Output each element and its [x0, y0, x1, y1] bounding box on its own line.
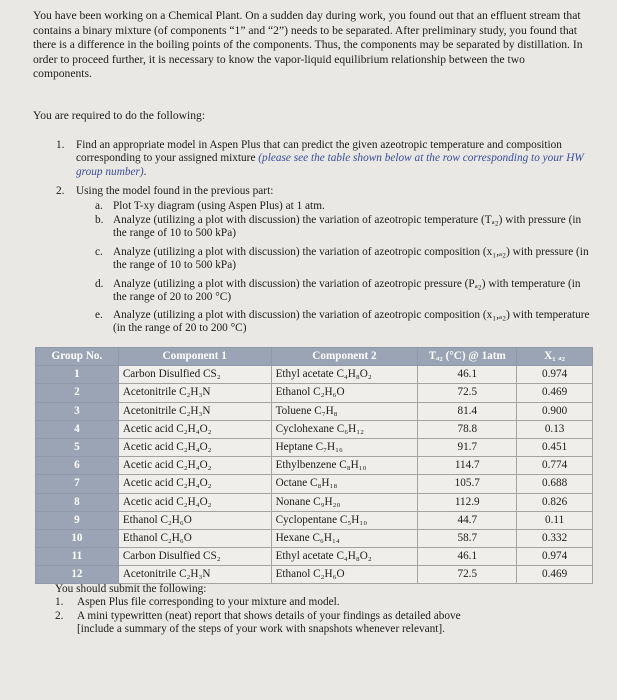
cell-component-1: Acetic acid C₂H₄O₂: [118, 438, 271, 456]
cell-component-1: Acetic acid C₂H₄O₂: [118, 475, 271, 493]
cell-group: 7: [36, 475, 119, 493]
cell-component-1: Acetonitrile C₂H₃N: [118, 402, 271, 420]
task-2e-label: e.: [95, 309, 103, 321]
cell-component-2: Ethylbenzene C₈H₁₀: [271, 457, 418, 475]
table-row: [36, 457, 593, 475]
submission-section: [55, 583, 461, 637]
cell-temp: 46.1: [418, 548, 517, 566]
cell-component-2: Octane C₈H₁₈: [271, 475, 418, 493]
cell-group: 3: [36, 402, 119, 420]
cell-component-2: Ethyl acetate C₄H₈O₂: [271, 366, 418, 384]
cell-component-1: Carbon Disulfied CS₂: [118, 548, 271, 566]
table-row: [36, 402, 593, 420]
task-2d-label: d.: [95, 278, 104, 290]
cell-group: 5: [36, 438, 119, 456]
task-2c-label: c.: [95, 246, 103, 258]
header-azeotrope-temp: Tₐ₂ (°C) @ 1atm: [418, 348, 517, 366]
table-row: [36, 420, 593, 438]
table-row: [36, 438, 593, 456]
cell-component-2: Ethanol C₂H₆O: [271, 566, 418, 584]
task-2c-text: Analyze (utilizing a plot with discussion) the variation of azeotropic composition (x₁,ₐ₂) with pressure (in the range of 10 to 500 kPa): [113, 246, 589, 272]
cell-group: 8: [36, 493, 119, 511]
task-1-note: (please see the table shown below at the row corresponding to your HW group number): [76, 152, 584, 178]
submit-item-1-number: 1.: [55, 596, 64, 609]
cell-x1: 0.469: [517, 384, 593, 402]
submit-item-2-continued: [55, 623, 461, 636]
task-2-number: 2.: [56, 185, 65, 197]
submit-item-1: [55, 596, 461, 609]
cell-group: 1: [36, 366, 119, 384]
cell-x1: 0.826: [517, 493, 593, 511]
task-2c: [95, 246, 590, 273]
cell-component-1: Acetonitrile C₂H₃N: [118, 566, 271, 584]
table-row: [36, 529, 593, 547]
cell-component-1: Acetic acid C₂H₄O₂: [118, 457, 271, 475]
task-2a-text: Plot T-xy diagram (using Aspen Plus) at 1 atm.: [113, 200, 325, 212]
cell-temp: 78.8: [418, 420, 517, 438]
task-1: [56, 139, 584, 179]
task-2e-text: Analyze (utilizing a plot with discussion) the variation of azeotropic composition (x₁,ₐ₂) with temperature (in the range of 20 to 200 °C): [113, 309, 590, 335]
submit-item-2: [55, 610, 461, 623]
task-2a: [95, 200, 590, 213]
cell-temp: 105.7: [418, 475, 517, 493]
task-2b-text: Analyze (utilizing a plot with discussion) the variation of azeotropic temperature (Tₐ₂) with pressure (in the range of 10 to 500 kPa): [113, 214, 582, 240]
task-1-text: Find an appropriate model in Aspen Plus that can predict the given azeotropic temperature and composition corresponding to your assigned mixture: [76, 139, 562, 165]
cell-component-2: Ethanol C₂H₆O: [271, 384, 418, 402]
cell-temp: 44.7: [418, 511, 517, 529]
required-heading: You are required to do the following:: [33, 109, 206, 122]
submit-item-2-continued-text: [include a summary of the steps of your work with snapshots whenever relevant].: [77, 623, 445, 636]
cell-temp: 112.9: [418, 493, 517, 511]
cell-group: 11: [36, 548, 119, 566]
cell-x1: 0.451: [517, 438, 593, 456]
cell-component-2: Heptane C₇H₁₆: [271, 438, 418, 456]
cell-component-2: Cyclohexane C₆H₁₂: [271, 420, 418, 438]
cell-component-1: Carbon Disulfied CS₂: [118, 366, 271, 384]
cell-component-2: Toluene C₇H₈: [271, 402, 418, 420]
task-2d-text: Analyze (utilizing a plot with discussion) the variation of azeotropic pressure (Pₐ₂) with temperature (in the range of 20 to 200 °C): [113, 278, 581, 304]
cell-component-2: Ethyl acetate C₄H₈O₂: [271, 548, 418, 566]
cell-group: 10: [36, 529, 119, 547]
task-1-end: .: [143, 165, 147, 178]
task-2a-label: a.: [95, 200, 103, 212]
cell-temp: 81.4: [418, 402, 517, 420]
table-header-row: [36, 348, 593, 366]
cell-x1: 0.974: [517, 366, 593, 384]
cell-x1: 0.13: [517, 420, 593, 438]
task-2e: [95, 309, 590, 336]
cell-x1: 0.469: [517, 566, 593, 584]
cell-temp: 72.5: [418, 566, 517, 584]
cell-temp: 72.5: [418, 384, 517, 402]
table-row: [36, 366, 593, 384]
cell-x1: 0.688: [517, 475, 593, 493]
table-row: [36, 511, 593, 529]
cell-group: 2: [36, 384, 119, 402]
cell-component-1: Acetonitrile C₂H₃N: [118, 384, 271, 402]
cell-temp: 58.7: [418, 529, 517, 547]
submit-item-1-text: Aspen Plus file corresponding to your mixture and model.: [77, 596, 340, 609]
table-row: [36, 566, 593, 584]
cell-group: 9: [36, 511, 119, 529]
task-1-number: 1.: [56, 139, 65, 151]
task-2b-label: b.: [95, 214, 104, 226]
task-2d: [95, 278, 590, 305]
header-azeotrope-x1: X₁ ₐ₂: [517, 348, 593, 366]
intro-paragraph: You have been working on a Chemical Plant. On a sudden day during work, you found out that an effluent stream that contains a binary mixture (of components “1” and “2”) needs to be separated. After preliminary study, you found that there is a difference in the boiling points of the components. Thus, the components may be separated by distillation. In order to proceed further, it is necessary to know the vapor-liquid equilibrium relationship between the two components.: [33, 9, 583, 81]
submit-heading: You should submit the following:: [55, 583, 207, 595]
header-group-no: Group No.: [36, 348, 119, 366]
cell-x1: 0.900: [517, 402, 593, 420]
table-row: [36, 384, 593, 402]
submit-item-2-text: A mini typewritten (neat) report that shows details of your findings as detailed above: [77, 609, 461, 622]
cell-x1: 0.774: [517, 457, 593, 475]
cell-group: 6: [36, 457, 119, 475]
table-row: [36, 548, 593, 566]
cell-group: 4: [36, 420, 119, 438]
cell-component-1: Acetic acid C₂H₄O₂: [118, 420, 271, 438]
cell-component-2: Hexane C₆H₁₄: [271, 529, 418, 547]
cell-component-2: Cyclopentane C₅H₁₀: [271, 511, 418, 529]
cell-x1: 0.11: [517, 511, 593, 529]
task-2: [56, 185, 584, 198]
cell-component-2: Nonane C₉H₂₀: [271, 493, 418, 511]
task-2b: [95, 214, 590, 241]
task-2-text: Using the model found in the previous part:: [76, 185, 274, 197]
cell-temp: 91.7: [418, 438, 517, 456]
table-row: [36, 493, 593, 511]
cell-component-1: Ethanol C₂H₆O: [118, 529, 271, 547]
submit-item-2-number: 2.: [55, 609, 64, 622]
cell-component-1: Ethanol C₂H₆O: [118, 511, 271, 529]
cell-temp: 46.1: [418, 366, 517, 384]
cell-x1: 0.974: [517, 548, 593, 566]
cell-x1: 0.332: [517, 529, 593, 547]
header-component-1: Component 1: [118, 348, 271, 366]
table-row: [36, 475, 593, 493]
cell-temp: 114.7: [418, 457, 517, 475]
header-component-2: Component 2: [271, 348, 418, 366]
cell-component-1: Acetic acid C₂H₄O₂: [118, 493, 271, 511]
cell-group: 12: [36, 566, 119, 584]
mixture-table: [35, 347, 593, 584]
